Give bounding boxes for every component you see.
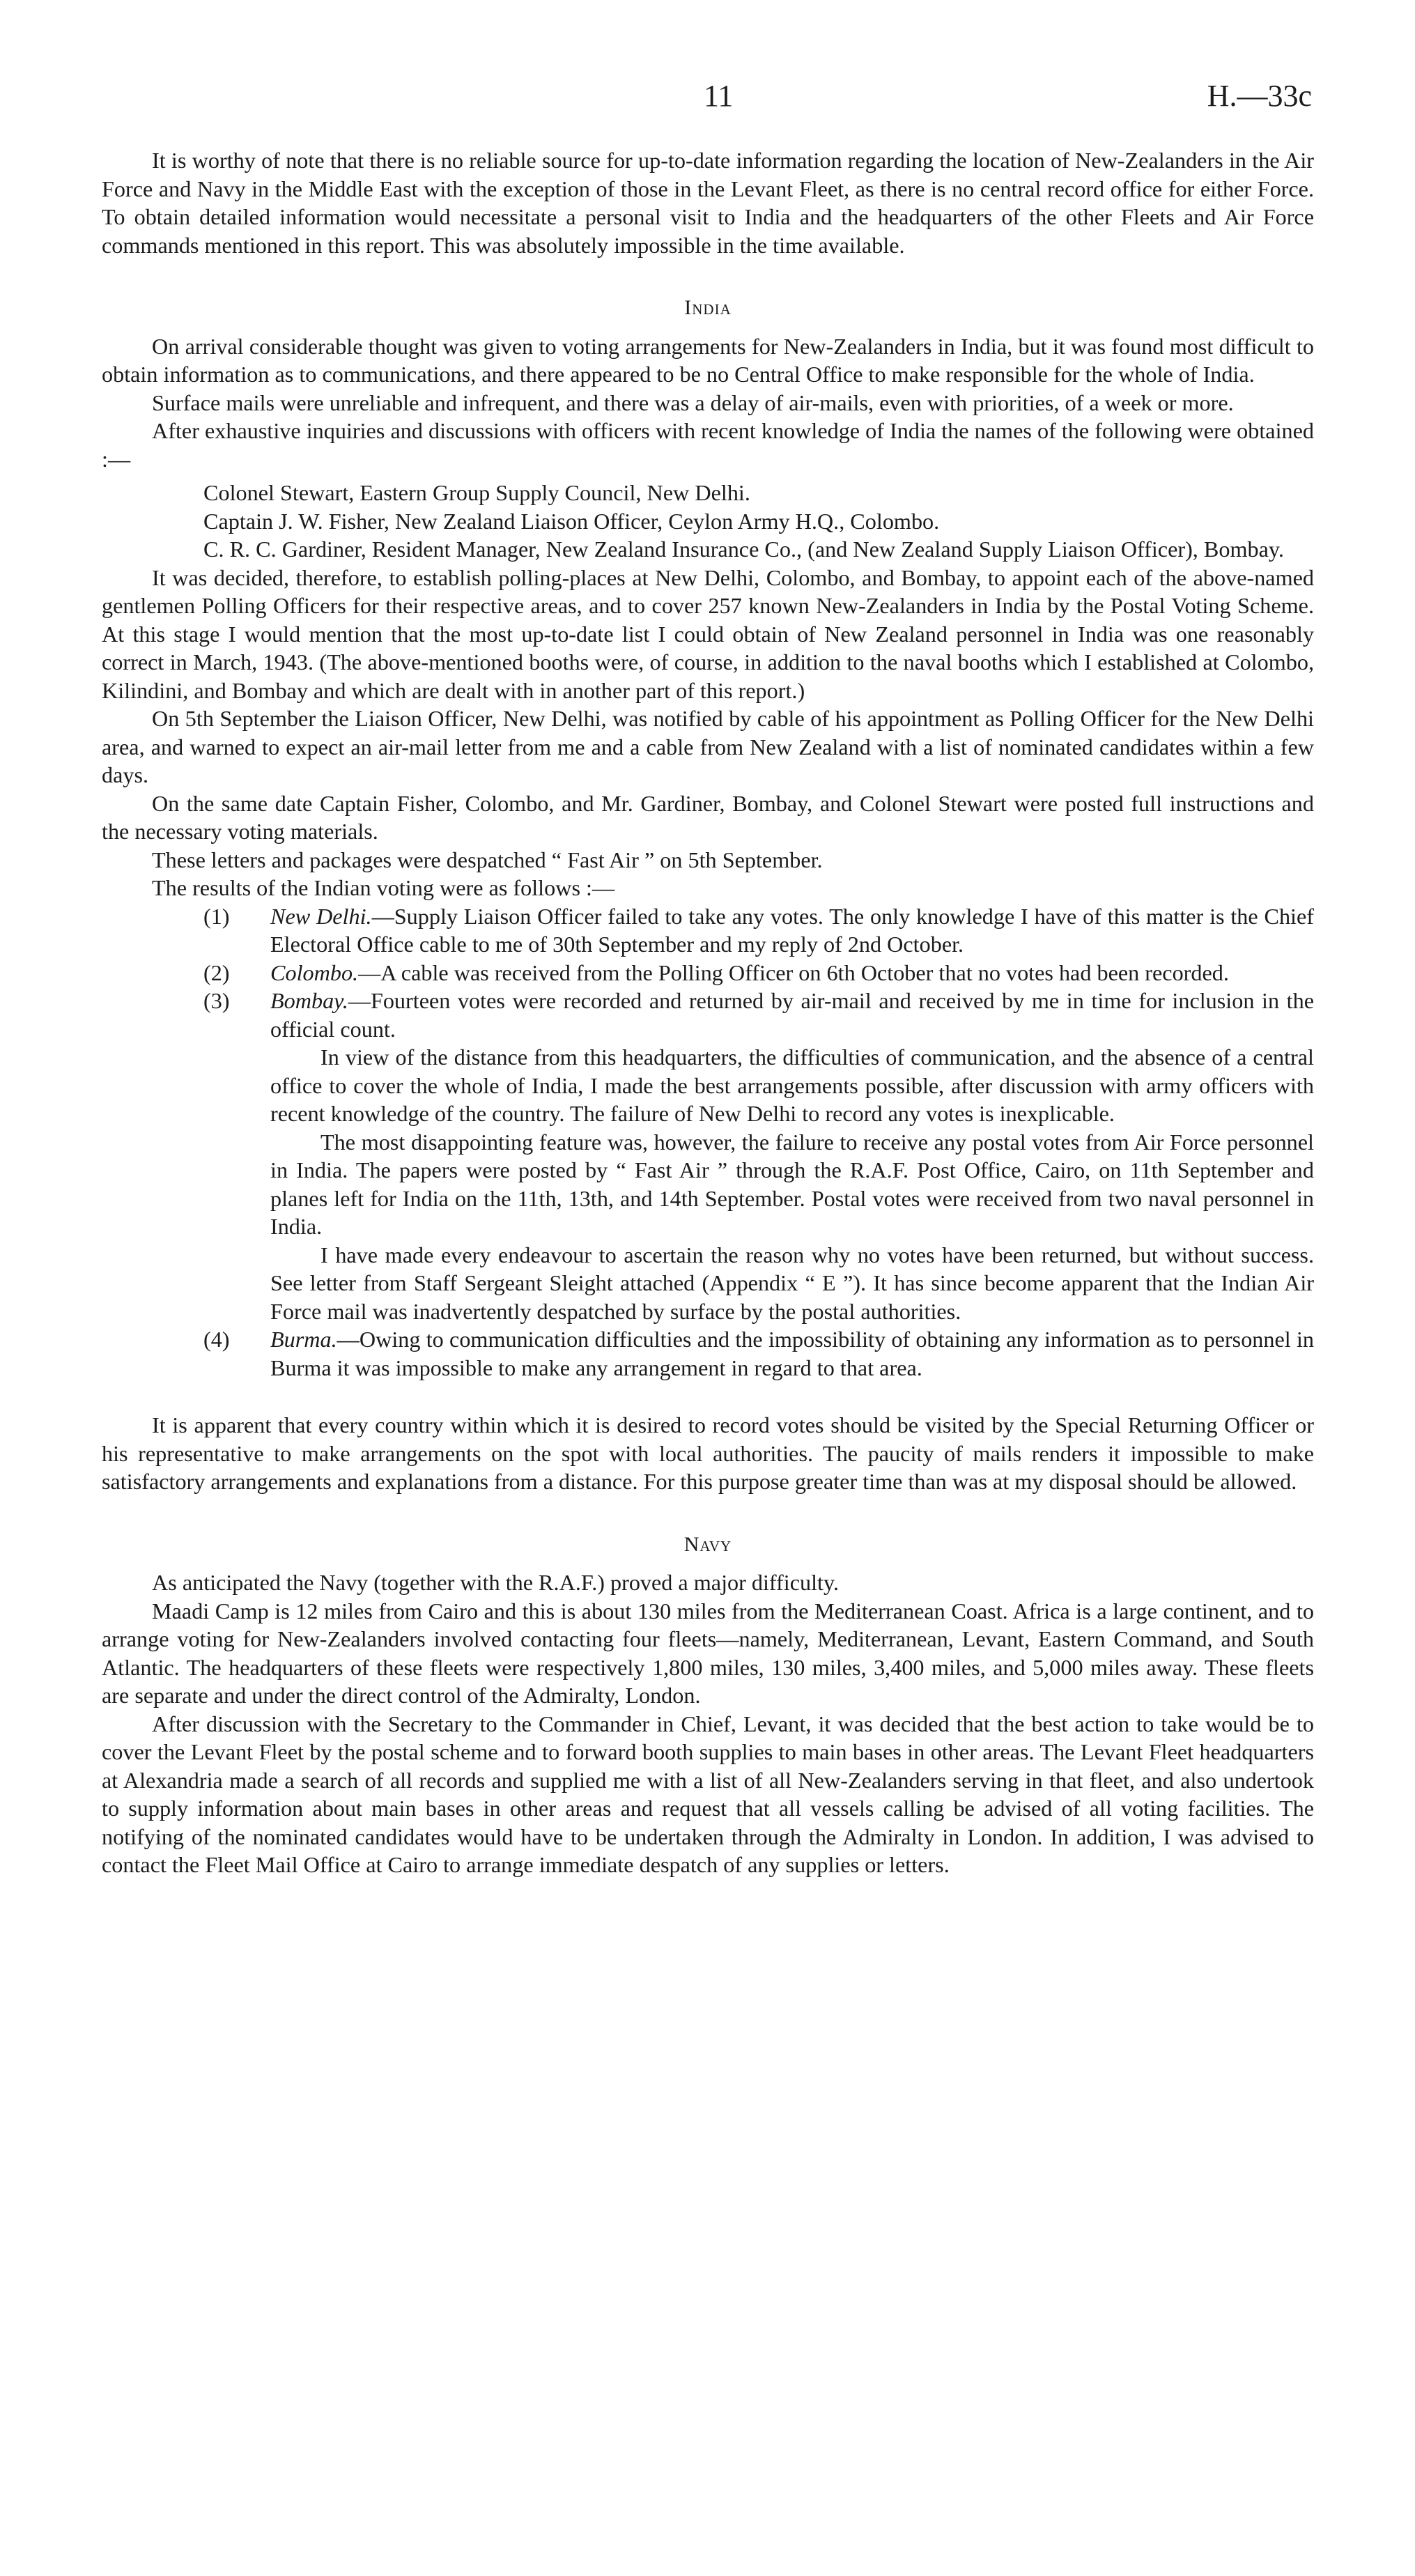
body-text (102, 146, 1314, 1879)
result-place: New Delhi. (270, 903, 372, 929)
result-number: (2) (203, 959, 230, 985)
paragraph: On 5th September the Liaison Officer, New Delhi, was notified by cable of his appointment as Polling Officer for the New Delhi area, and warned to expect an air-mail letter from me and a cable from New Zealand with a list of nominated candidates within a few days. (102, 706, 1314, 787)
sub-paragraph: The most disappointing feature was, however, the failure to receive any postal votes from Air Force personnel in India. The papers were posted by “ Fast Air ” through the R.A.F. Post Office, Cairo, on 11th September and planes left for India on the 11th, 13th, and 14th September. Postal votes were received from two naval personnel in India. (270, 1129, 1314, 1239)
result-text: —Fourteen votes were recorded and returned by air-mail and received by me in time for inclusion in the official count. (270, 988, 1314, 1042)
paragraph: Maadi Camp is 12 miles from Cairo and this is about 130 miles from the Mediterranean Coast. Africa is a large continent, and to arrange voting for New-Zealanders involved contacting four fleets—namely, Mediterranean, Levant, Eastern Command, and South Atlantic. The headquarters of these fleets were respectively 1,800 miles, 130 miles, 3,400 miles, and 5,000 miles away. These fleets are separate and under the direct control of the Admiralty, London. (102, 1598, 1314, 1708)
result-text: —Supply Liaison Officer failed to take any votes. The only knowledge I have of this matter is the Chief Electoral Office cable to me of 30th September and my reply of 2nd October. (270, 903, 1314, 957)
result-item (102, 1325, 1314, 1382)
intro-paragraph: It is worthy of note that there is no reliable source for up-to-date information regarding the location of New-Zealanders in the Air Force and Navy in the Middle East with the exception of those in the Levant Fleet, as there is no central record office for either Force. To obtain detailed information would necessitate a personal visit to India and the headquarters of the other Fleets and Air Force commands mentioned in this report. This was absolutely impossible in the time available. (102, 148, 1314, 258)
bombay-remarks (270, 1043, 1314, 1325)
paragraph: As anticipated the Navy (together with the R.A.F.) proved a major difficulty. (152, 1570, 840, 1595)
result-place: Bombay. (270, 988, 348, 1013)
paragraph: After exhaustive inquiries and discussions with officers with recent knowledge of India the names of the following were obtained :— (102, 418, 1314, 472)
paragraph: These letters and packages were despatched “ Fast Air ” on 5th September. (152, 847, 823, 872)
spacer (102, 1382, 1314, 1411)
result-number: (3) (203, 988, 230, 1013)
paragraph: It is apparent that every country within which it is desired to record votes should be visited by the Special Returning Officer or his representative to make arrangements on the spot with local authorities. The paucity of mails renders it impossible to make satisfactory arrangements and explanations from a distance. For this purpose greater time than was at my disposal should be allowed. (102, 1412, 1314, 1494)
paragraph: After discussion with the Secretary to the Commander in Chief, Levant, it was decided that the best action to take would be to cover the Levant Fleet by the postal scheme and to forward booth supplies to main bases in other areas. The Levant Fleet headquarters at Alexandria made a search of all records and supplied me with a list of all New-Zealanders serving in that fleet, and also undertook to supply information about main bases in other areas and request that all vessels calling be advised of all voting facilities. The notifying of the nominated candidates would have to be undertaken through the Admiralty in London. In addition, I was advised to contact the Fleet Mail Office at Cairo to arrange immediate despatch of any supplies or letters. (102, 1711, 1314, 1877)
sub-paragraph: In view of the distance from this headquarters, the difficulties of communication, and the absence of a central office to cover the whole of India, I made the best arrangements possible, after discussion with army officers with recent knowledge of the country. The failure of New Delhi to record any votes is inexplicable. (270, 1044, 1314, 1126)
document-reference: H.—33c (1207, 79, 1312, 113)
page-header (0, 78, 1415, 120)
paragraph: The results of the Indian voting were as follows :— (152, 875, 615, 900)
paragraph: On arrival considerable thought was given to voting arrangements for New-Zealanders in India, but it was found most difficult to obtain information as to communications, and there appeared to be no Central Office to make responsible for the whole of India. (102, 333, 1314, 387)
result-number: (1) (203, 903, 230, 929)
result-text: —Owing to communication difficulties and the impossibility of obtaining any information as to personnel in Burma it was impossible to make any arrangement in regard to that area. (270, 1327, 1314, 1380)
result-number: (4) (203, 1327, 230, 1352)
paragraph: On the same date Captain Fisher, Colombo, and Mr. Gardiner, Bombay, and Colonel Stewart were posted full instructions and the necessary voting materials. (102, 790, 1314, 844)
result-item (102, 902, 1314, 959)
result-place: Burma. (270, 1327, 337, 1352)
names-list (102, 479, 1314, 564)
section-heading-india: India (684, 296, 732, 319)
list-item: C. R. C. Gardiner, Resident Manager, New Zealand Insurance Co., (and New Zealand Supply Liaison Officer), Bombay. (203, 537, 1284, 562)
paragraph: Surface mails were unreliable and infrequent, and there was a delay of air-mails, even with priorities, of a week or more. (152, 390, 1234, 415)
list-item: Captain J. W. Fisher, New Zealand Liaison Officer, Ceylon Army H.Q., Colombo. (203, 508, 940, 534)
sub-paragraph: I have made every endeavour to ascertain the reason why no votes have been returned, but without success. See letter from Staff Sergeant Sleight attached (Appendix “ E ”). It has since become apparent that the Indian Air Force mail was inadvertently despatched by surface by the postal authorities. (270, 1242, 1314, 1324)
result-item (102, 959, 1314, 987)
result-item (102, 987, 1314, 1325)
results-list (102, 902, 1314, 1382)
section-heading-navy: Navy (683, 1532, 732, 1556)
list-item: Colonel Stewart, Eastern Group Supply Council, New Delhi. (203, 480, 750, 505)
result-place: Colombo. (270, 959, 359, 985)
page-number: 11 (704, 79, 734, 113)
paragraph: It was decided, therefore, to establish polling-places at New Delhi, Colombo, and Bombay, to appoint each of the above-named gentlemen Polling Officers for their respective areas, and to cover 257 known New-Zealanders in India by the Postal Voting Scheme. At this stage I would mention that the most up-to-date list I could obtain of New Zealand personnel in India was one reasonably correct in March, 1943. (The above-mentioned booths were, of course, in addition to the naval booths which I established at Colombo, Kilindini, and Bombay and which are dealt with in another part of this report.) (102, 564, 1314, 703)
result-text: —A cable was received from the Polling Officer on 6th October that no votes had been recorded. (358, 959, 1229, 985)
